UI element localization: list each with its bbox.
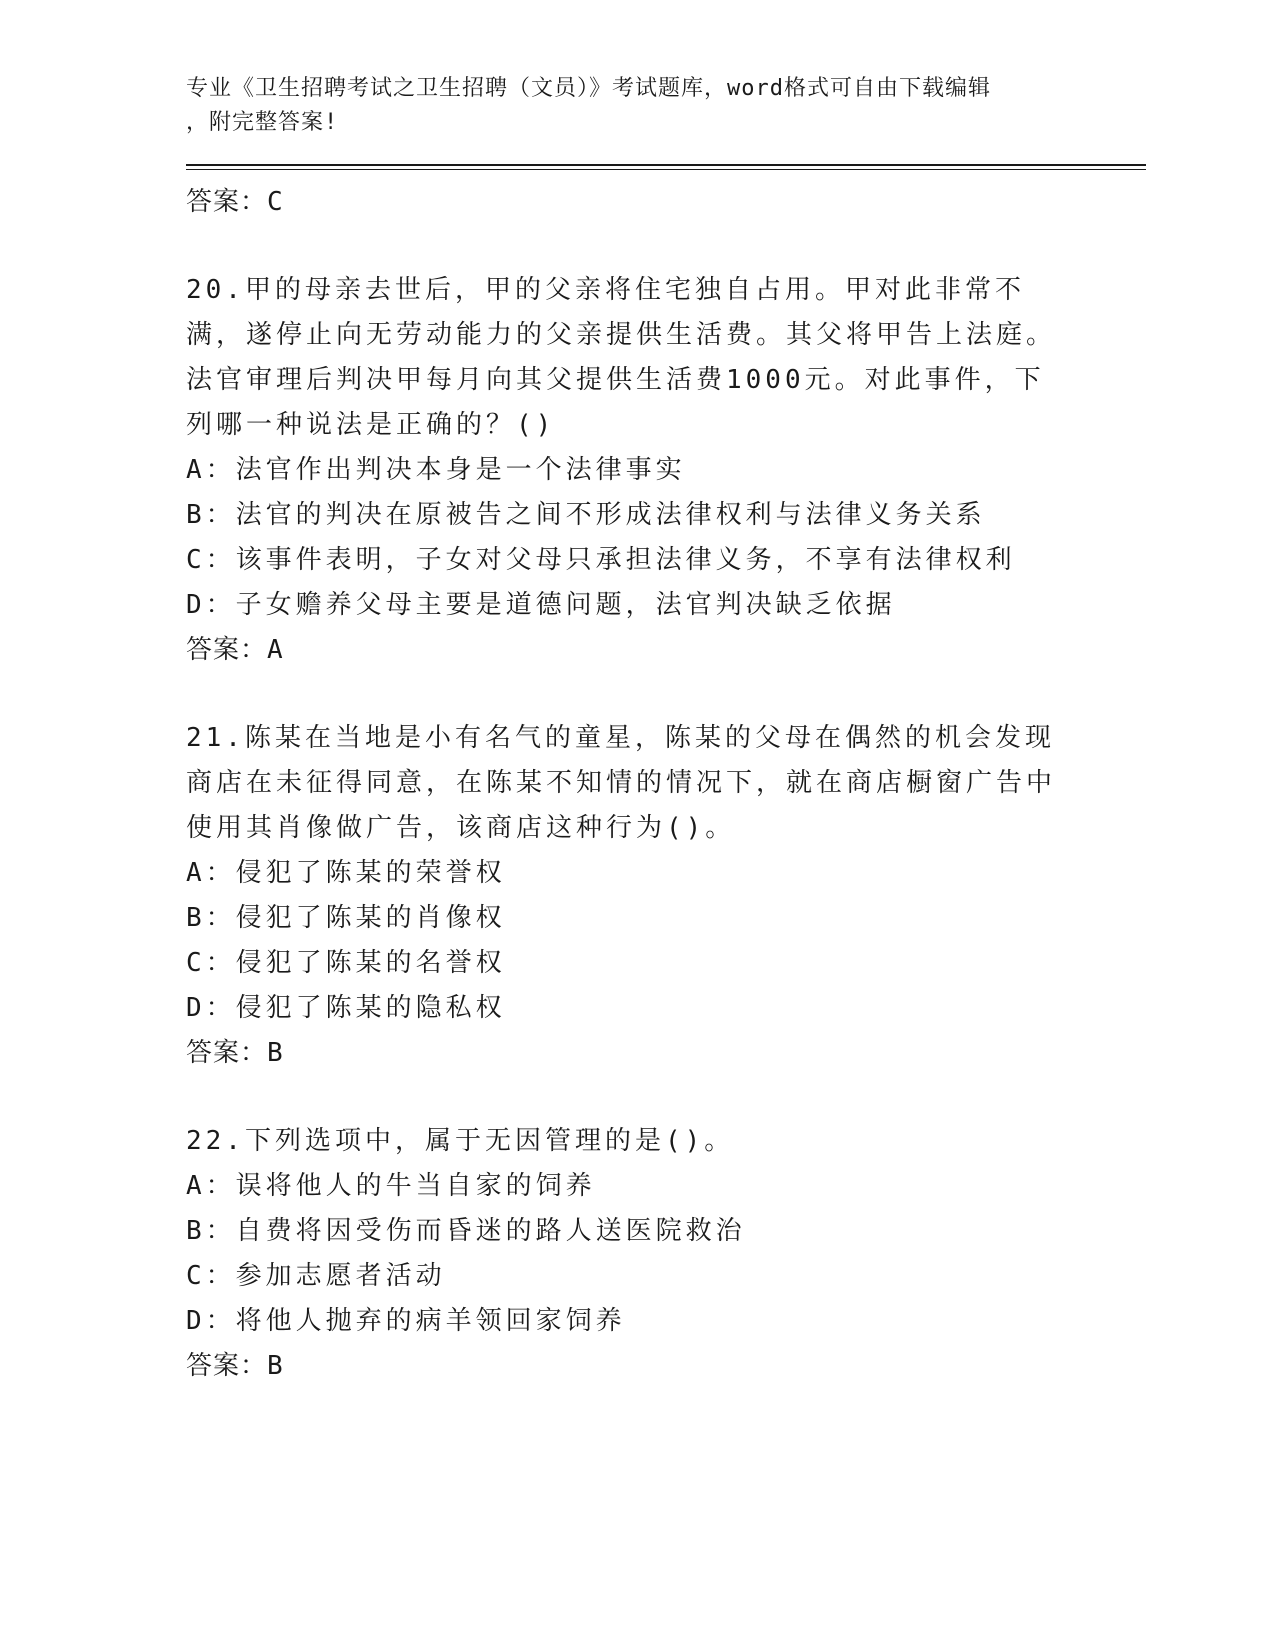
option-c: C：侵犯了陈某的名誉权: [186, 948, 506, 978]
option-b: B：侵犯了陈某的肖像权: [186, 903, 506, 933]
question-answer: 答案：B: [186, 1038, 284, 1068]
document-page: [186, 72, 1146, 1388]
question-22: [186, 1119, 1146, 1388]
option-a: A：误将他人的牛当自家的饲养: [186, 1171, 596, 1201]
option-a: A：侵犯了陈某的荣誉权: [186, 858, 506, 888]
option-c: C：参加志愿者活动: [186, 1261, 446, 1291]
question-20: [186, 268, 1146, 672]
header-line-2: ，附完整答案!: [186, 110, 339, 135]
option-c: C：该事件表明，子女对父母只承担法律义务，不享有法律权利: [186, 545, 1016, 575]
question-stem: 20.甲的母亲去世后，甲的父亲将住宅独自占用。甲对此非常不满，遂停止向无劳动能力的父亲提供生活费。其父将甲告上法庭。法官审理后判决甲每月向其父提供生活费1000元。对此事件，下列哪一种说法是正确的？(): [186, 275, 1057, 440]
question-answer: 答案：A: [186, 635, 284, 665]
option-d: D：侵犯了陈某的隐私权: [186, 993, 506, 1023]
question-answer: 答案：B: [186, 1351, 284, 1381]
option-b: B：法官的判决在原被告之间不形成法律权利与法律义务关系: [186, 500, 986, 530]
option-d: D：子女赡养父母主要是道德问题，法官判决缺乏依据: [186, 590, 896, 620]
header-divider: [186, 164, 1146, 170]
option-b: B：自费将因受伤而昏迷的路人送医院救治: [186, 1216, 746, 1246]
divider-line-bottom: [186, 169, 1146, 170]
divider-line-top: [186, 164, 1146, 166]
question-stem: 22.下列选项中，属于无因管理的是()。: [186, 1126, 735, 1156]
previous-answer: 答案：C: [186, 187, 284, 217]
option-d: D：将他人抛弃的病羊领回家饲养: [186, 1306, 626, 1336]
question-stem: 21.陈某在当地是小有名气的童星，陈某的父母在偶然的机会发现商店在未征得同意，在陈某不知情的情况下，就在商店橱窗广告中使用其肖像做广告，该商店这种行为()。: [186, 723, 1057, 843]
option-a: A：法官作出判决本身是一个法律事实: [186, 455, 686, 485]
document-header: [186, 72, 1066, 140]
header-line-1: 专业《卫生招聘考试之卫生招聘（文员）》考试题库，word格式可自由下载编辑: [186, 76, 991, 101]
question-21: [186, 716, 1146, 1075]
